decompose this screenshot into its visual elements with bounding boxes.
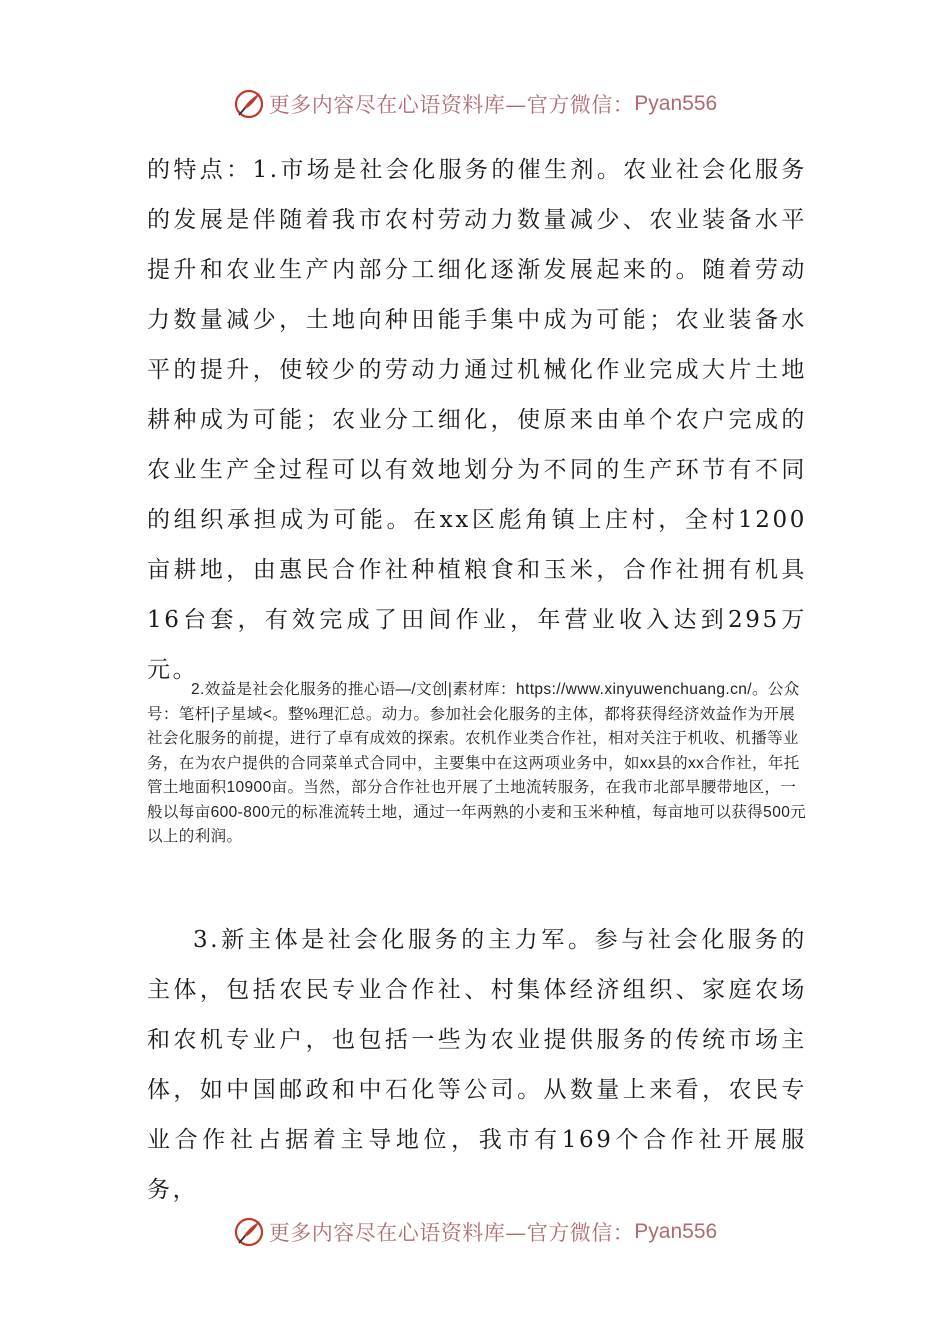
banner-wechat-id: Pyan556 [634,1220,718,1243]
quill-logo-icon [233,1216,265,1248]
quill-logo-icon [233,88,265,120]
banner-text: 更多内容尽在心语资料库—官方微信： [268,1221,635,1245]
banner-text: 更多内容尽在心语资料库—官方微信： [268,93,635,117]
header-banner [0,84,950,124]
paragraph-3: 3.新主体是社会化服务的主力军。参与社会化服务的主体，包括农民专业合作社、村集体经济组织、家庭农场和农机专业户，也包括一些为农业提供服务的传统市场主体，如中国邮政和中石化等公司。从数量上来看，农民专业合作社占据着主导地位，我市有169个合作社开展服务， [147,927,807,1203]
paragraph-1: 的特点：1.市场是社会化服务的催生剂。农业社会化服务的发展是伴随着我市农村劳动力数量减少、农业装备水平提升和农业生产内部分工细化逐渐发展起来的。随着劳动力数量减少，土地向种田能手集中成为可能；农业装备水平的提升，使较少的劳动力通过机械化作业完成大片土地耕种成为可能；农业分工细化，使原来由单个农户完成的农业生产全过程可以有效地划分为不同的生产环节有不同的组织承担成为可能。在xx区彪角镇上庄村，全村1200亩耕地，由惠民合作社种植粮食和玉米，合作社拥有机具16台套，有效完成了田间作业，年营业收入达到295万元。 [147,157,807,683]
paragraph-2: 2.效益是社会化服务的推心语—/文创|素材库：https://www.xinyuwenchuang.cn/。公众号：笔杆|子星域<。整%理汇总。动力。参加社会化服务的主体，都将获得经济效益作为开展社会化服务的前提，进行了卓有成效的探索。农机作业类合作社，相对关注于机收、机播等业务，在为农户提供的合同菜单式合同中，主要集中在这两项业务中，如xx县的xx合作社，年托管土地面积10900亩。当然，部分合作社也开展了土地流转服务，在我市北部旱腰带地区，一般以每亩600-800元的标准流转土地，通过一年两熟的小麦和玉米种植，每亩地可以获得500元以上的利润。 [147,681,807,845]
footer-banner [0,1212,950,1252]
banner-wechat-id: Pyan556 [634,92,718,115]
